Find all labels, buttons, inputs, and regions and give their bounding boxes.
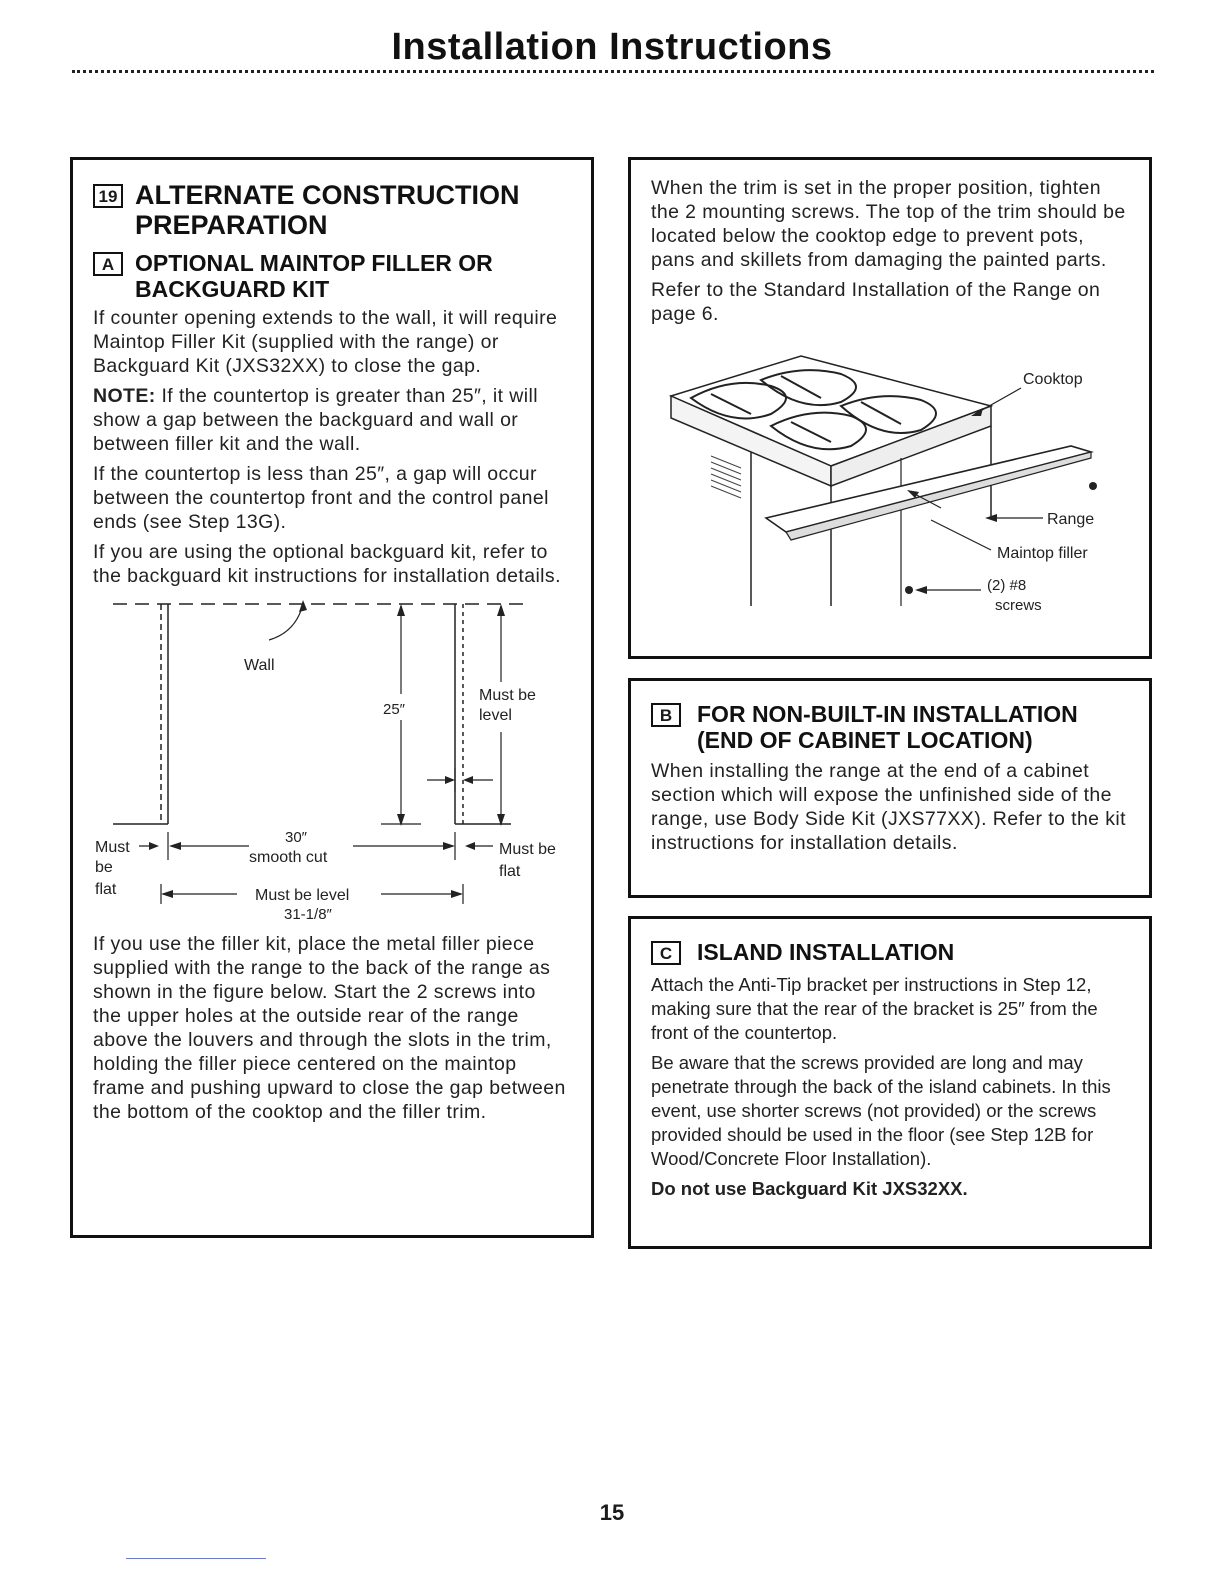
subsection-c-badge: C bbox=[651, 941, 681, 965]
title-divider bbox=[72, 70, 1154, 77]
paragraph-filler-requirement: If counter opening extends to the wall, it will require Maintop Filler Kit (supplied with the range) or Backguard Kit (JXS32XX) to close the gap. bbox=[93, 307, 558, 377]
note-text: If the countertop is greater than 25″, it will show a gap between the backguard and wall or between filler kit and the wall. bbox=[93, 385, 538, 455]
label-flat-left-1: Must bbox=[95, 839, 130, 856]
label-overall-width: 31-1/8″ bbox=[284, 906, 332, 922]
label-flat-left-3: flat bbox=[95, 881, 117, 898]
paragraph-filler-installation: If you use the filler kit, place the metal filler piece supplied with the range to the back of the range as shown in the figure below. Start the 2 screws into the upper holes at the outside rear of the range above the louvers and through the slots in the trim, holding the filler piece centered on the maintop frame and pushing upward to close the gap between the bottom of the cooktop and the filler trim. bbox=[93, 933, 566, 1123]
maintop-filler-figure bbox=[651, 336, 1131, 616]
note-paragraph bbox=[93, 384, 569, 456]
footer-line bbox=[126, 1558, 266, 1559]
page-number: 15 bbox=[599, 1500, 625, 1525]
paragraph-backguard: If you are using the optional backguard kit, refer to the backguard kit instructions for installation details. bbox=[93, 541, 561, 587]
section-heading bbox=[93, 180, 569, 240]
label-width-30: 30″ bbox=[285, 829, 307, 846]
label-depth-25: 25″ bbox=[383, 701, 405, 718]
alternate-construction-box bbox=[70, 157, 594, 1238]
subsection-c-heading bbox=[651, 939, 1129, 965]
label-must-be-level-bottom: Must be level bbox=[255, 887, 350, 904]
label-wall: Wall bbox=[244, 657, 275, 674]
countertop-cutout-diagram bbox=[91, 592, 581, 922]
label-flat-right-1: Must be bbox=[499, 841, 556, 858]
subsection-c-title: ISLAND INSTALLATION bbox=[697, 939, 955, 965]
paragraph-screw-warning: Be aware that the screws provided are long and may penetrate through the back of the island cabinets. In this event, use shorter screws (not provided) or the screws provided should be used in the floor (see Step 12B for Wood/Concrete Floor Installation). bbox=[651, 1052, 1111, 1169]
island-installation-box bbox=[628, 916, 1152, 1249]
label-screws: screws bbox=[995, 597, 1042, 614]
step-number-badge: 19 bbox=[93, 184, 123, 208]
subsection-a-title: OPTIONAL MAINTOP FILLER OR BACKGUARD KIT bbox=[135, 250, 493, 302]
page-title: Installation Instructions bbox=[391, 26, 833, 68]
subsection-b-badge: B bbox=[651, 703, 681, 727]
label-flat-left-2: be bbox=[95, 859, 113, 876]
warning-no-backguard: Do not use Backguard Kit JXS32XX. bbox=[651, 1178, 968, 1199]
subsection-b-heading bbox=[651, 701, 1129, 753]
paragraph-tighten-screws: When the trim is set in the proper position, tighten the 2 mounting screws. The top of the trim should be located below the cooktop edge to prevent pots, pans and skillets from damaging the painted parts. bbox=[651, 177, 1126, 271]
label-range: Range bbox=[1047, 511, 1095, 528]
label-maintop-filler: Maintop filler bbox=[997, 545, 1088, 562]
label-cooktop: Cooktop bbox=[1023, 371, 1083, 388]
subsection-a-heading bbox=[93, 250, 569, 302]
label-flat-right-2: flat bbox=[499, 863, 521, 880]
label-must-be-level: Must be bbox=[479, 687, 536, 704]
subsection-b-title: FOR NON-BUILT-IN INSTALLATION (END OF CABINET LOCATION) bbox=[697, 701, 1078, 753]
label-level: level bbox=[479, 707, 512, 724]
paragraph-refer-standard: Refer to the Standard Installation of the Range on page 6. bbox=[651, 279, 1101, 325]
label-smooth-cut: smooth cut bbox=[249, 849, 328, 866]
section-title: ALTERNATE CONSTRUCTION PREPARATION bbox=[135, 180, 520, 240]
paragraph-body-side-kit: When installing the range at the end of a cabinet section which will expose the unfinished side of the range, use Body Side Kit (JXS77XX). Refer to the kit instructions for installation details. bbox=[651, 760, 1126, 854]
note-label: NOTE: bbox=[93, 385, 156, 407]
non-built-in-box bbox=[628, 678, 1152, 898]
paragraph-gap: If the countertop is less than 25″, a gap will occur between the countertop front and the control panel ends (see Step 13G). bbox=[93, 463, 549, 533]
label-screws-count: (2) #8 bbox=[987, 577, 1027, 594]
paragraph-anti-tip: Attach the Anti-Tip bracket per instructions in Step 12, making sure that the rear of the bracket is 25″ from the front of the countertop. bbox=[651, 974, 1098, 1043]
trim-position-box bbox=[628, 157, 1152, 659]
subsection-a-badge: A bbox=[93, 252, 123, 276]
